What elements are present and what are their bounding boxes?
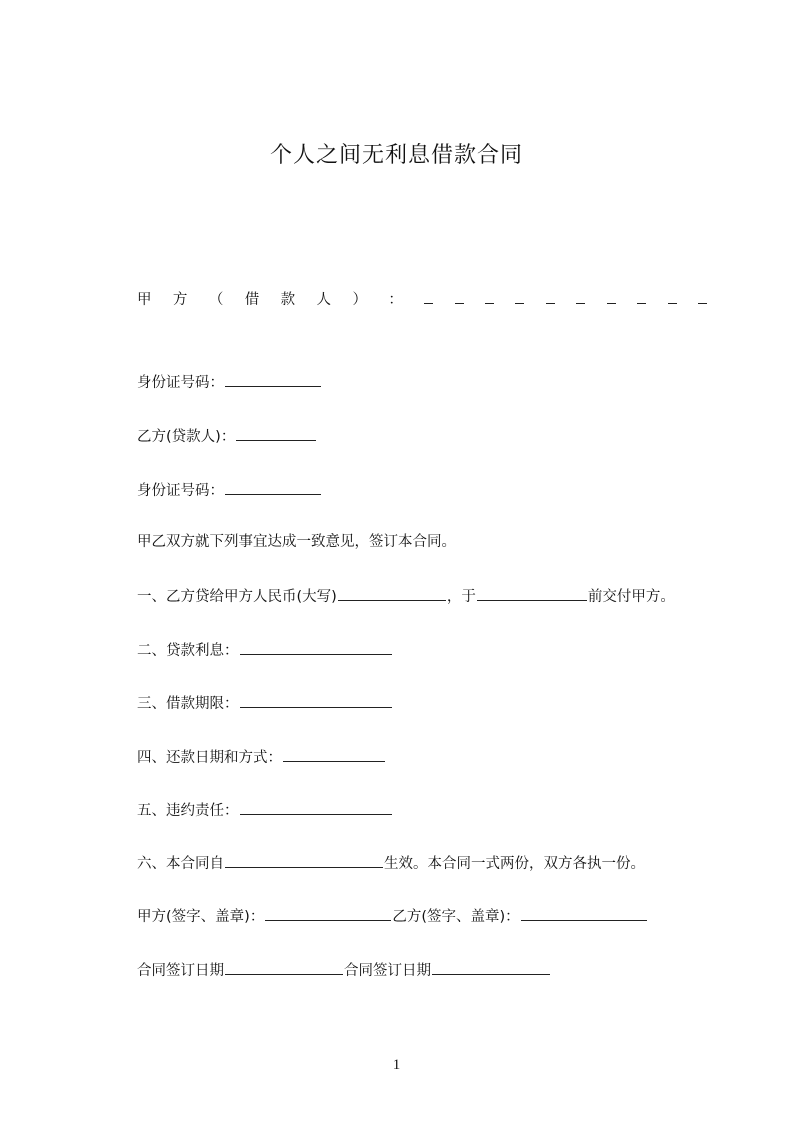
party-a-char: ： (388, 292, 403, 308)
sign-a-label: 甲方(签字、盖章)： (137, 909, 265, 925)
sign-a-blank[interactable] (265, 905, 391, 921)
clause-2-line (137, 639, 393, 661)
date-a-label: 合同签订日期 (137, 963, 224, 979)
party-a-blank[interactable] (607, 290, 616, 304)
clause-1-line (137, 585, 675, 607)
clause-6-prefix: 六、本合同自 (137, 856, 224, 872)
id-number-b-blank[interactable] (225, 479, 321, 495)
party-a-blank[interactable] (485, 290, 494, 304)
party-a-char: （ (208, 292, 224, 308)
clause-3-line (137, 692, 393, 714)
id-number-a-label: 身份证号码： (137, 375, 224, 391)
party-a-blank[interactable] (668, 290, 677, 304)
id-number-b-line (137, 479, 322, 501)
party-a-blank[interactable] (698, 290, 707, 304)
liability-blank[interactable] (240, 799, 392, 815)
party-b-blank[interactable] (236, 425, 316, 441)
effective-date-blank[interactable] (225, 852, 383, 868)
clause-3-label: 三、借款期限： (137, 696, 239, 712)
interest-blank[interactable] (240, 639, 392, 655)
signature-line (137, 905, 648, 927)
party-a-blank[interactable] (637, 290, 646, 304)
party-b-label: 乙方(贷款人)： (137, 429, 236, 445)
party-b-line (137, 425, 317, 447)
party-a-char: 借 (244, 292, 260, 308)
sign-b-blank[interactable] (521, 905, 647, 921)
party-a-char: 甲 (137, 292, 152, 308)
party-a-char: 方 (172, 292, 188, 308)
clause-1-prefix: 一、乙方贷给甲方人民币(大写) (137, 589, 337, 605)
loan-term-blank[interactable] (240, 692, 392, 708)
id-number-a-blank[interactable] (225, 371, 321, 387)
party-a-char: 人 (316, 292, 332, 308)
party-a-blank[interactable] (576, 290, 585, 304)
clause-2-label: 二、贷款利息： (137, 643, 239, 659)
date-b-blank[interactable] (432, 959, 550, 975)
party-a-blank[interactable] (546, 290, 555, 304)
clause-6-suffix: 生效。本合同一式两份，双方各执一份。 (384, 856, 645, 872)
clause-4-label: 四、还款日期和方式： (137, 750, 282, 766)
repayment-blank[interactable] (283, 746, 385, 762)
date-b-label: 合同签订日期 (344, 963, 431, 979)
loan-amount-blank[interactable] (338, 585, 446, 601)
clause-4-line (137, 746, 386, 768)
signing-date-line (137, 959, 551, 981)
clause-1-suffix: 前交付甲方。 (587, 589, 675, 605)
clause-1-middle: ，于 (446, 589, 476, 605)
document-title: 个人之间无利息借款合同 (269, 143, 523, 168)
party-a-char: ） (352, 292, 367, 308)
party-a-blank[interactable] (515, 290, 524, 304)
id-number-b-label: 身份证号码： (137, 483, 224, 499)
delivery-date-blank[interactable] (477, 585, 587, 601)
date-a-blank[interactable] (225, 959, 343, 975)
party-a-blank[interactable] (455, 290, 464, 304)
clause-6-line (137, 852, 645, 874)
agreement-intro: 甲乙双方就下列事宜达成一致意见，签订本合同。 (137, 534, 456, 550)
party-a-char: 款 (280, 292, 296, 308)
id-number-a-line (137, 371, 322, 393)
clause-5-line (137, 799, 393, 821)
sign-b-label: 乙方(签字、盖章)： (392, 909, 520, 925)
page-number: 1 (392, 1057, 401, 1073)
party-a-blank[interactable] (424, 290, 433, 304)
party-a-line (137, 290, 707, 310)
clause-5-label: 五、违约责任： (137, 803, 239, 819)
